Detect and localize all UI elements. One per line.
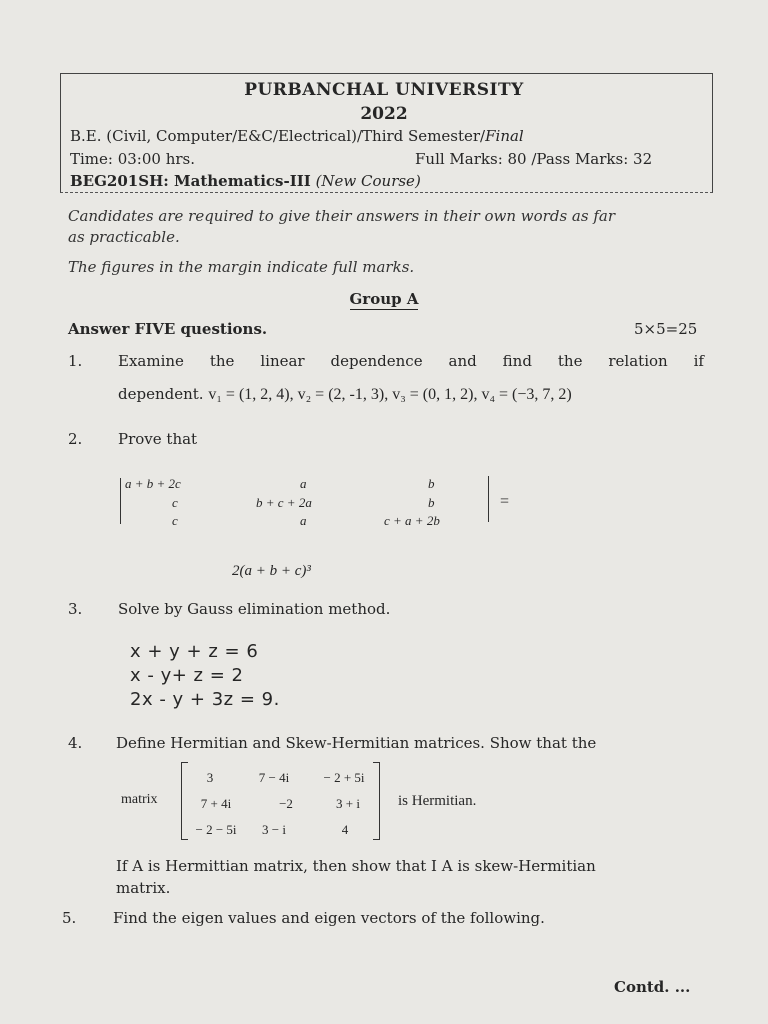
- answer-instruction: Answer FIVE questions.: [68, 320, 268, 338]
- q4-cell-0-2: − 2 + 5i: [323, 770, 365, 785]
- instruction-line-2: as practicable.: [68, 228, 180, 246]
- q4-is-hermitian: is Hermitian.: [398, 793, 477, 809]
- instruction-line-3: The figures in the margin indicate full marks.: [68, 258, 415, 276]
- q4-cell-2-2: 4: [341, 822, 349, 837]
- q2-result: 2(a + b + c)³: [232, 563, 311, 579]
- determinant-left-bar: [120, 478, 121, 524]
- q4-cell-1-0: 7 + 4i: [200, 796, 232, 811]
- q1-dependent-text: dependent.: [118, 385, 204, 403]
- group-title-text: Group A: [349, 290, 419, 308]
- q2-cell-2-2: c + a + 2b: [384, 513, 440, 528]
- course-line: [70, 172, 421, 190]
- university-name: PURBANCHAL UNIVERSITY: [244, 80, 524, 100]
- q4-line-2: If A is Hermittian matrix, then show that I A is skew-Hermitian: [116, 857, 596, 875]
- program-type: Final: [485, 127, 524, 145]
- q2-cell-0-2: b: [428, 476, 435, 491]
- course-code: BEG201SH: Mathematics-III: [70, 172, 311, 190]
- program-text: B.E. (Civil, Computer/E&C/Electrical)/Third Semester/: [70, 127, 486, 145]
- q5-text: Find the eigen values and eigen vectors of the following.: [113, 909, 545, 927]
- q4-matrix-label: matrix: [121, 792, 158, 807]
- q2-cell-1-0: c: [172, 495, 178, 510]
- program-line: [70, 127, 524, 145]
- q3-number: 3.: [68, 600, 83, 618]
- q2-number: 2.: [68, 430, 83, 448]
- q2-cell-0-1: a: [300, 476, 307, 491]
- q4-cell-1-1: −2: [279, 796, 293, 811]
- q3-equation-3: 2x - y + 3z = 9.: [130, 689, 280, 710]
- q1-number: 1.: [68, 352, 83, 370]
- q2-cell-1-2: b: [428, 495, 435, 510]
- q3-equation-1: x + y + z = 6: [130, 641, 259, 662]
- q4-line-3: matrix.: [116, 879, 171, 897]
- q4-cell-2-0: − 2 − 5i: [195, 822, 237, 837]
- continued-note: Contd. ...: [614, 978, 691, 996]
- q2-text: Prove that: [118, 430, 198, 448]
- instruction-line-1: Candidates are required to give their answers in their own words as far: [68, 207, 615, 225]
- q1-line-2: [118, 385, 572, 404]
- exam-time: Time: 03:00 hrs.: [70, 150, 196, 168]
- q3-equation-2: x - y+ z = 2: [130, 665, 244, 686]
- q5-number: 5.: [62, 909, 77, 927]
- group-marks: 5×5=25: [634, 320, 698, 338]
- q1-line-1: Examine the linear dependence and find the relation if: [118, 352, 704, 370]
- q2-equals: =: [500, 493, 510, 510]
- q4-cell-1-2: 3 + i: [336, 796, 360, 811]
- exam-marks: Full Marks: 80 /Pass Marks: 32: [415, 150, 653, 168]
- q4-cell-0-1: 7 − 4i: [258, 770, 290, 785]
- q2-cell-2-1: a: [300, 513, 307, 528]
- determinant-right-bar: [488, 476, 489, 522]
- course-note: (New Course): [315, 172, 421, 190]
- q3-text: Solve by Gauss elimination method.: [118, 600, 391, 618]
- q4-text: Define Hermitian and Skew-Hermitian matrices. Show that the: [116, 734, 597, 752]
- exam-year: 2022: [360, 104, 408, 124]
- q4-cell-2-1: 3 − i: [262, 822, 286, 837]
- q4-number: 4.: [68, 734, 83, 752]
- q2-cell-2-0: c: [172, 513, 178, 528]
- group-title: [0, 290, 768, 308]
- q4-cell-0-0: 3: [206, 770, 214, 785]
- q2-cell-0-0: a + b + 2c: [125, 476, 181, 491]
- q2-cell-1-1: b + c + 2a: [256, 495, 312, 510]
- q1-vectors: v₁ = (1, 2, 4), v₂ = (2, -1, 3), v₃ = (0, 1, 2), v₄ = (−3, 7, 2): [208, 386, 572, 403]
